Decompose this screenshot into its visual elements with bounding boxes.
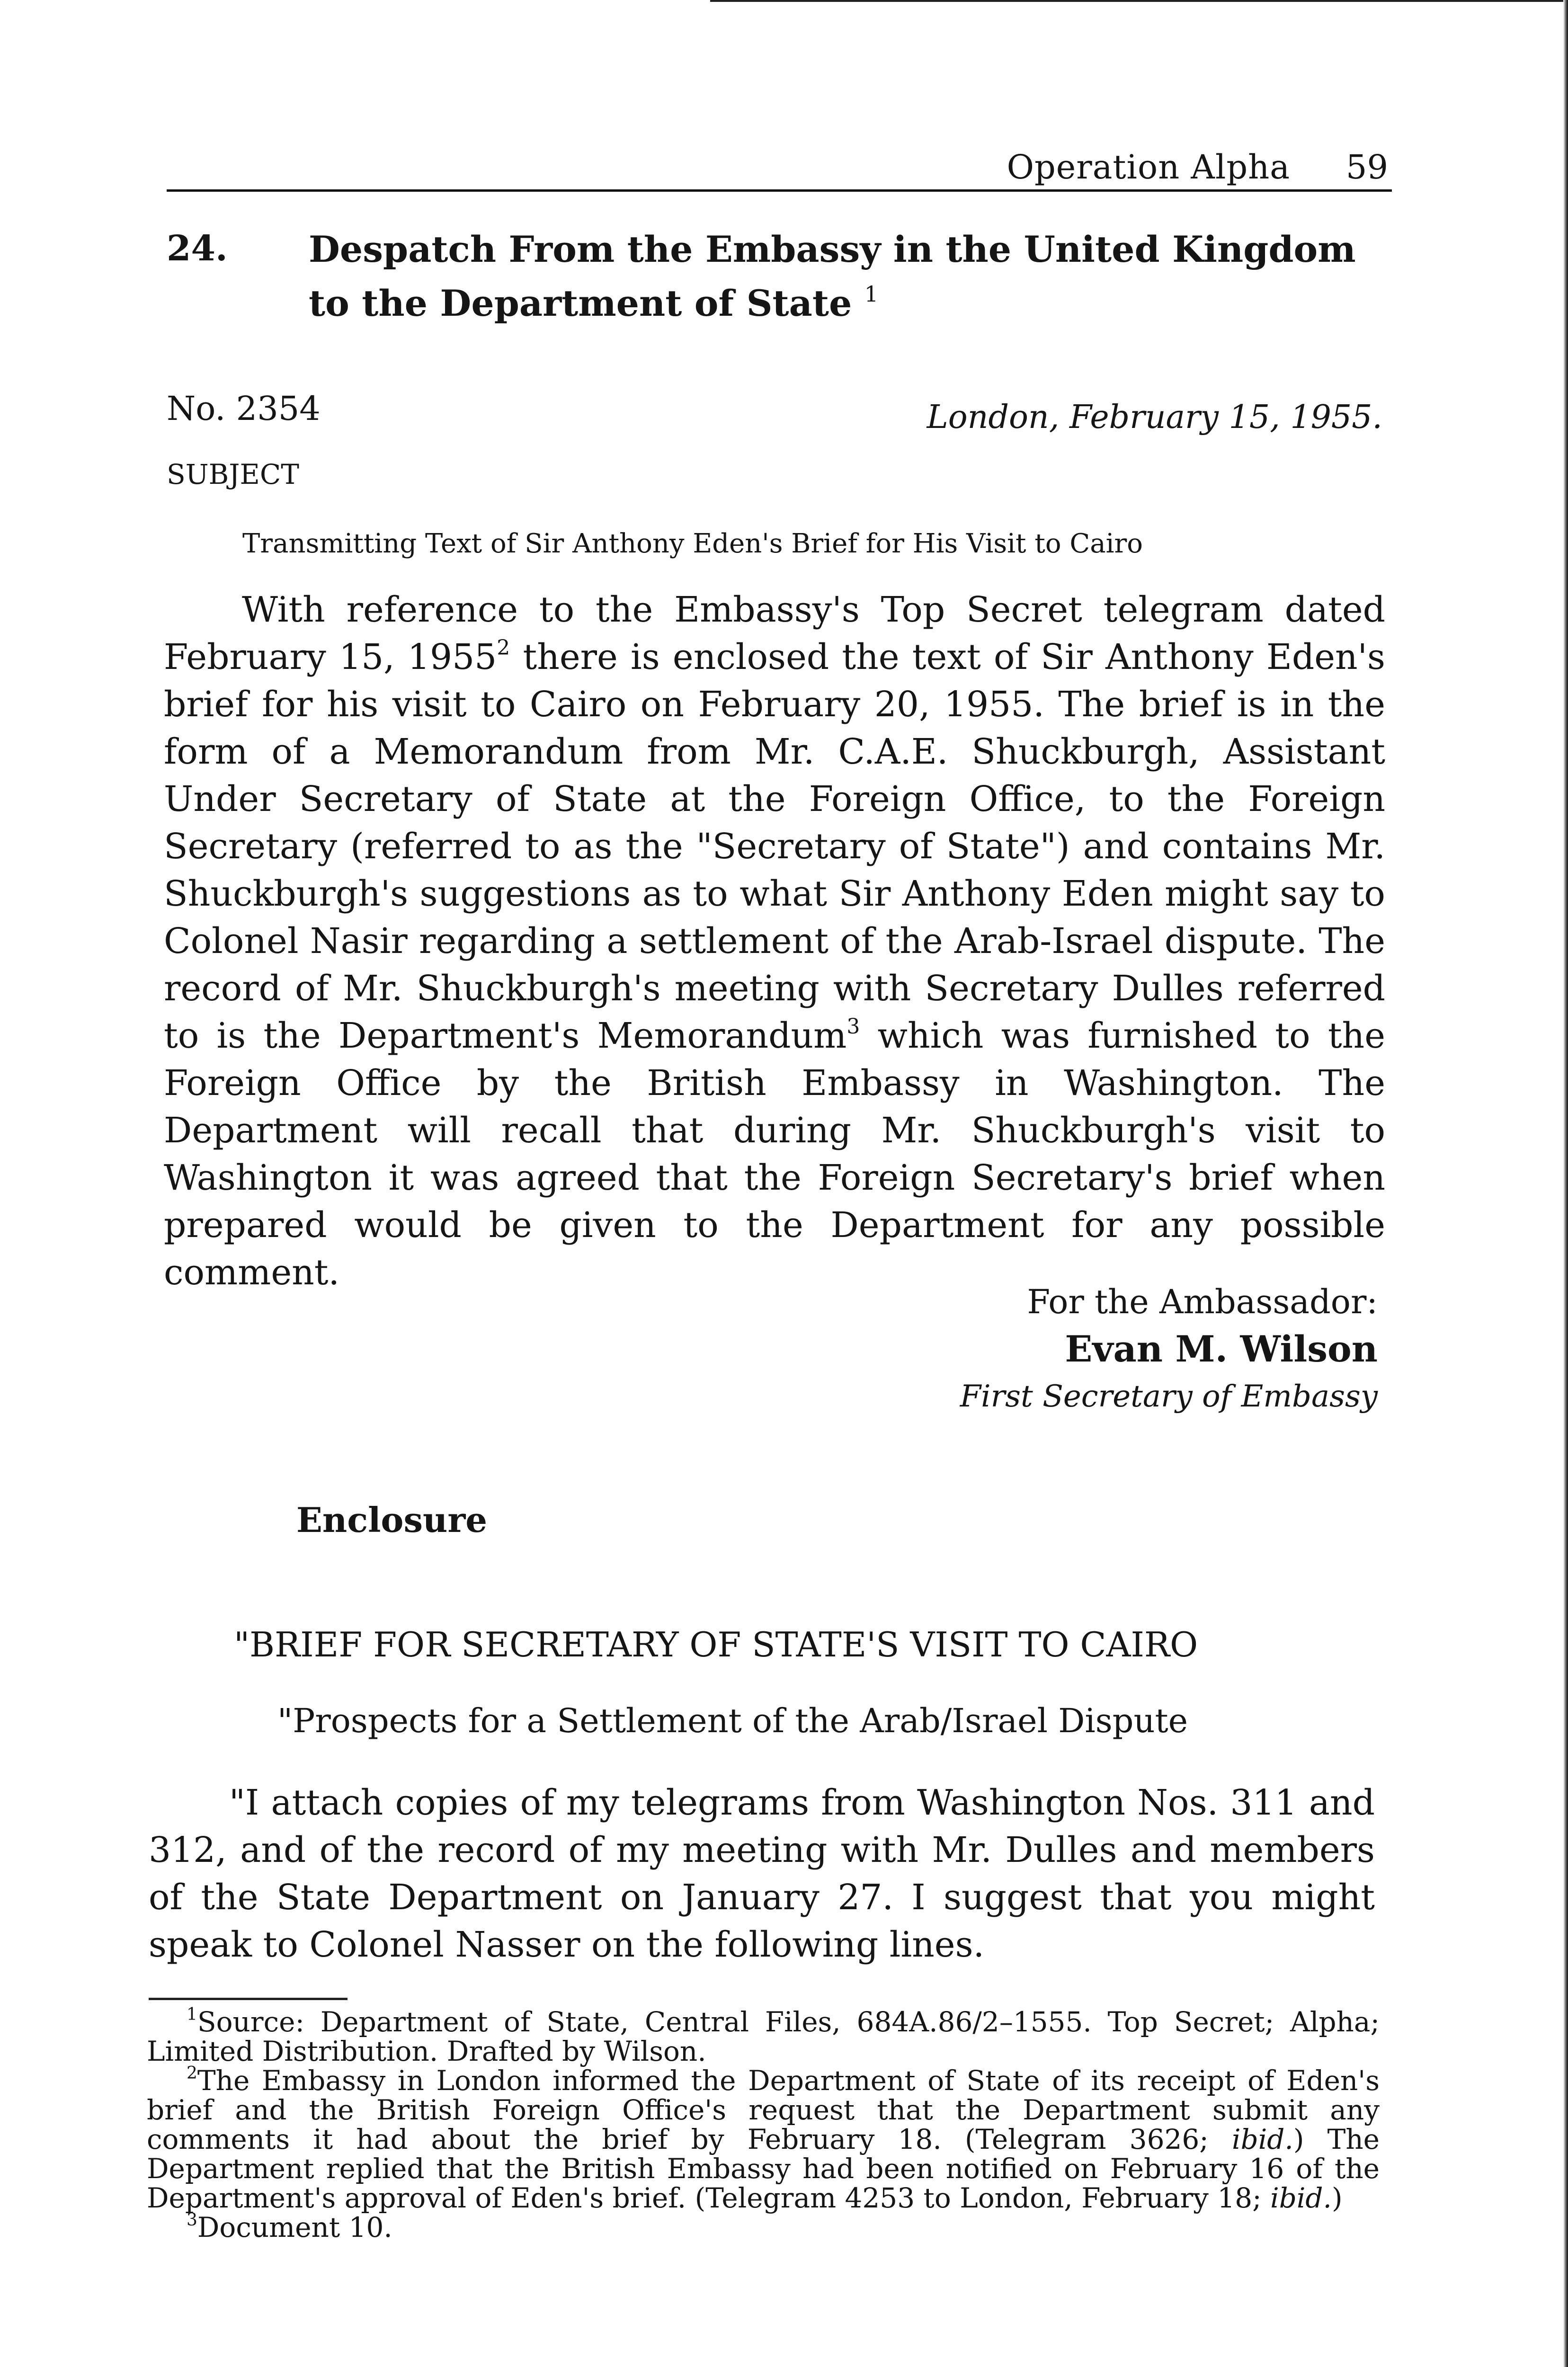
footnote-2-ibid-2: ibid. [1270, 2182, 1332, 2214]
footnote-2-text-c: ) [1331, 2182, 1343, 2214]
footnote-2-mark: 2 [187, 2064, 197, 2083]
brief-subtitle: "Prospects for a Settlement of the Arab/Israel Dispute [277, 1701, 1188, 1740]
scan-edge-right [1563, 0, 1568, 2367]
footnote-3-mark: 3 [187, 2210, 197, 2230]
body-text-1: With reference to the Embassy's Top Secret telegram dated February 15, 1955 [164, 589, 1385, 677]
running-head [167, 142, 1392, 192]
signatory-name: Evan M. Wilson [1065, 1328, 1378, 1370]
body-text-3: which was furnished to the Foreign Office by the British Embassy in Washington. The Department will recall that during Mr. Shuckburgh's visit to Washington it was agreed that the Foreign Secretary's brief when prepared would be given to the Department for any possible comment. [164, 1015, 1386, 1293]
dateline: London, February 15, 1955. [927, 399, 1382, 436]
footnote-1-text: Source: Department of State, Central Files, 684A.86/2–1555. Top Secret; Alpha; Limited Distribution. Drafted by Wilson. [147, 2006, 1380, 2067]
footnote-2-text-a: The Embassy in London informed the Department of State of its receipt of Eden's brief and the British Foreign Office's request that the Department submit any comments it had about the brief by February 18. (Telegram 3626; [147, 2064, 1380, 2155]
footnote-2-ibid-1: ibid. [1232, 2123, 1293, 2155]
footnote-ref-1: 1 [864, 281, 879, 307]
footnote-1-mark: 1 [187, 2005, 197, 2024]
scan-edge-top [710, 0, 1568, 2]
subject-label: SUBJECT [167, 458, 299, 490]
brief-paragraph: "I attach copies of my telegrams from Washington Nos. 311 and 312, and of the record of my meeting with Mr. Dulles and members of the State Department on January 27. I suggest that you might speak to Colonel Nasser on the following lines. [149, 1782, 1375, 1965]
footnotes [147, 2007, 1380, 2242]
signatory-title: First Secretary of Embassy [960, 1379, 1378, 1414]
brief-title: "BRIEF FOR SECRETARY OF STATE'S VISIT TO CAIRO [234, 1625, 1198, 1664]
document-title [309, 227, 1398, 326]
subject-text: Transmitting Text of Sir Anthony Eden's Brief for His Visit to Cairo [242, 528, 1143, 559]
signature-for-line: For the Ambassador: [1027, 1282, 1378, 1321]
footnote-ref-3: 3 [846, 1014, 860, 1039]
footnote-2-text-b: ) The Department replied that the British Embassy had been notified on February 16 of the Department's approval of Eden's brief. (Telegram 4253 to London, February 18; [147, 2123, 1380, 2214]
footnote-rule [149, 1998, 347, 2000]
running-head-title: Operation Alpha [1007, 148, 1290, 187]
footnote-ref-2: 2 [497, 636, 510, 660]
footnote-1 [147, 2007, 1380, 2066]
footnote-3 [147, 2210, 1380, 2243]
document-title-text: Despatch From the Embassy in the United Kingdom to the Department of State [309, 228, 1356, 324]
document-number: 24. [167, 228, 228, 269]
signature-block [960, 1278, 1378, 1420]
page-number: 59 [1345, 148, 1388, 187]
footnote-3-text: Document 10. [197, 2211, 392, 2243]
enclosure-heading: Enclosure [296, 1500, 488, 1540]
body-text-2: there is enclosed the text of Sir Anthony Eden's brief for his visit to Cairo on February 20, 1955. The brief is in the form of a Memorandum from Mr. C.A.E. Shuckburgh, Assistant Under Secretary of State at the Foreign Office, to the Foreign Secretary (referred to as the "Secretary of State") and contains Mr. Shuckburgh's suggestions as to what Sir Anthony Eden might say to Colonel Nasir regarding a settlement of the Arab-Israel dispute. The record of Mr. Shuckburgh's meeting with Secretary Dulles referred to is the Department's Memorandum [164, 637, 1385, 1056]
despatch-number: No. 2354 [167, 389, 321, 428]
body-paragraph [164, 586, 1385, 1296]
footnote-2 [147, 2066, 1380, 2213]
